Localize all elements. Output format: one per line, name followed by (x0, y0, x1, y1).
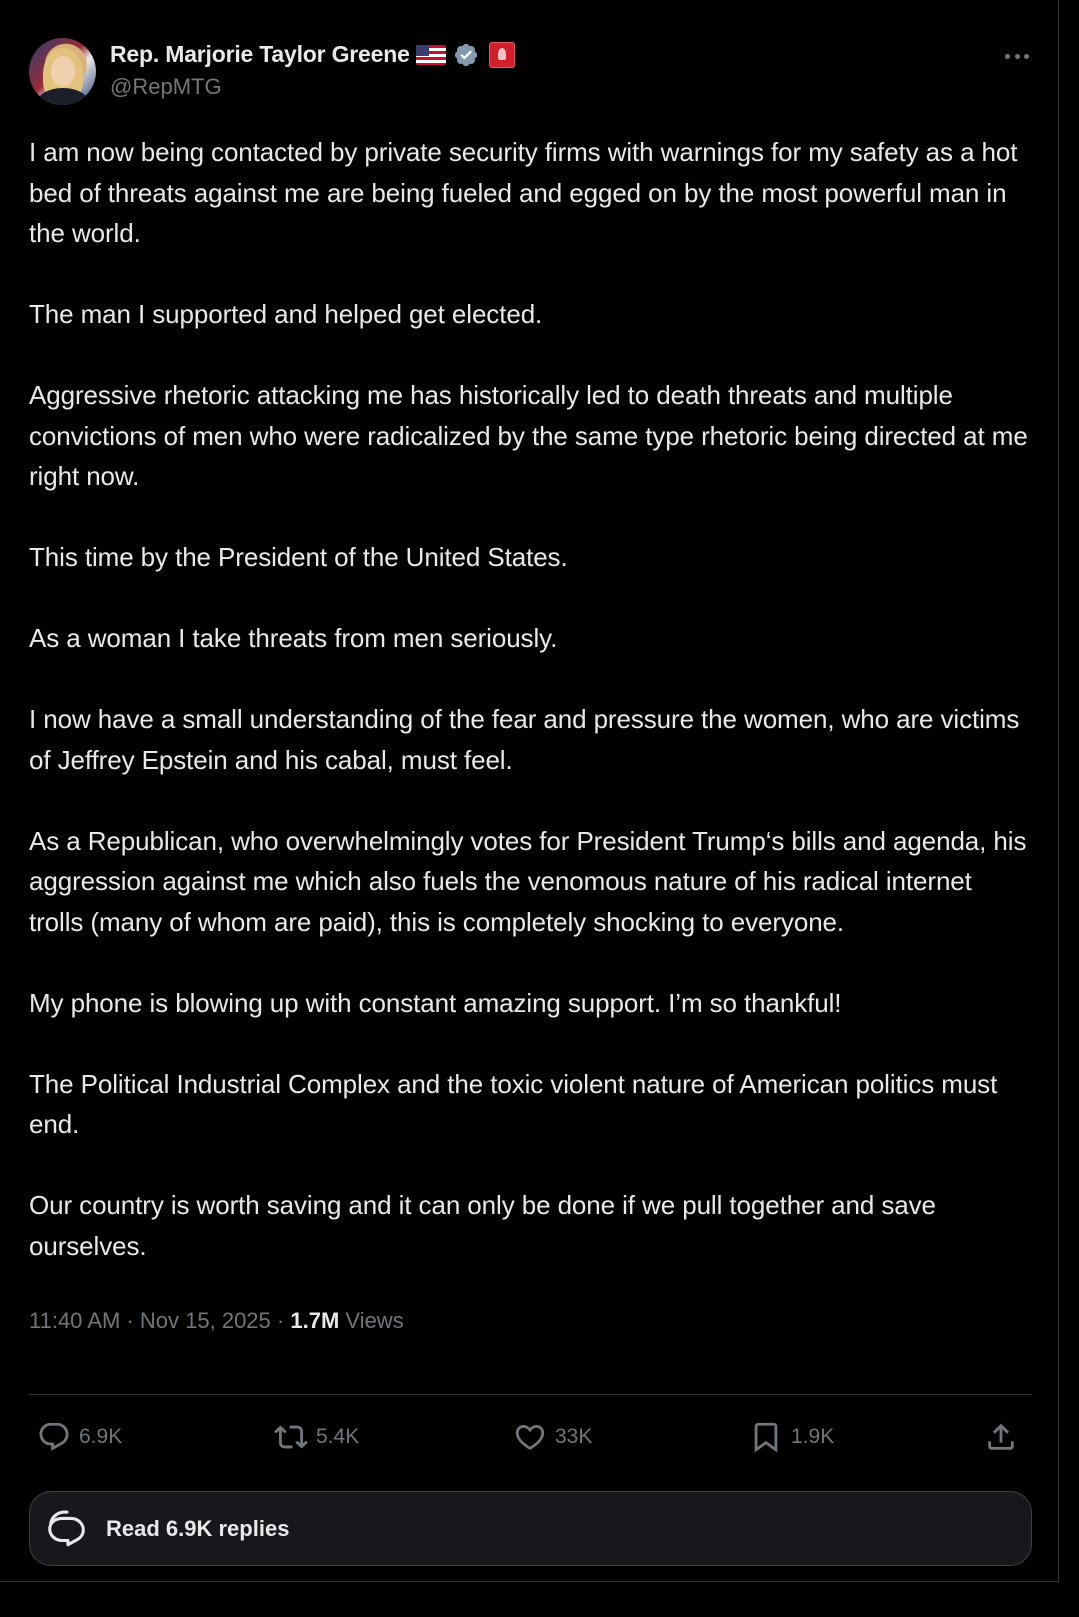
tweet-header (29, 34, 1032, 112)
tweet-meta (29, 1306, 1032, 1336)
repost-button[interactable] (274, 1417, 359, 1457)
bookmark-icon (749, 1420, 783, 1454)
tweet-paragraph: This time by the President of the United States. (29, 542, 568, 572)
share-button[interactable] (984, 1417, 1018, 1457)
tweet (29, 34, 1032, 1336)
more-dot (1015, 54, 1020, 59)
avatar-face (51, 56, 75, 86)
tweet-paragraph: I now have a small understanding of the fear and pressure the women, who are victims of Jeffrey Epstein and his cabal, must feel. (29, 704, 1020, 775)
tweet-paragraph: As a Republican, who overwhelmingly votes for President Trump‘s bills and agenda, his aggression against me which also fuels the venomous nature of his radical internet trolls (many of whom are paid), this is completely shocking to everyone. (29, 825, 1027, 937)
tweet-paragraph: As a woman I take threats from men seriously. (29, 623, 558, 653)
tweet-text (29, 132, 1032, 1266)
tweet-date[interactable]: Nov 15, 2025 (139, 1308, 271, 1333)
avatar[interactable] (29, 38, 96, 105)
tweet-paragraph: The man I supported and helped get elected. (29, 299, 543, 329)
speech-bubble-icon (44, 1506, 90, 1552)
tweet-time[interactable]: 11:40 AM (29, 1308, 121, 1333)
more-dot (1005, 54, 1010, 59)
more-dot (1024, 54, 1029, 59)
divider (29, 1394, 1032, 1395)
more-options-icon[interactable] (1002, 46, 1032, 66)
repost-count: 5.4K (316, 1425, 360, 1448)
heart-icon (513, 1420, 547, 1454)
like-button[interactable] (513, 1417, 592, 1457)
bookmark-count: 1.9K (791, 1425, 835, 1448)
reply-count: 6.9K (79, 1425, 123, 1448)
tweet-paragraph: I am now being contacted by private security firms with warnings for my safety as a hot bed of threats against me are being fueled and egged on by the most powerful man in the world. (29, 137, 1018, 248)
reply-icon (37, 1420, 71, 1454)
verified-icon[interactable] (453, 42, 479, 68)
action-bar (37, 1417, 1027, 1457)
views-count: 1.7M (290, 1308, 340, 1333)
views-label: Views (345, 1308, 404, 1333)
read-replies-label: Read 6.9K replies (106, 1515, 290, 1541)
tweet-paragraph: Our country is worth saving and it can only be done if we pull together and save ourselves. (29, 1190, 936, 1261)
meta-separator: · (276, 1308, 285, 1333)
us-flag-icon (416, 45, 446, 65)
like-count: 33K (555, 1425, 593, 1448)
handle[interactable]: @RepMTG (110, 74, 222, 99)
read-replies-button[interactable] (29, 1491, 1032, 1566)
affiliation-badge-icon[interactable] (489, 42, 515, 68)
name-row (110, 41, 515, 68)
reply-button[interactable] (37, 1417, 122, 1457)
share-icon (984, 1420, 1018, 1454)
meta-separator: · (126, 1308, 134, 1333)
bookmark-button[interactable] (749, 1417, 834, 1457)
tweet-paragraph: Aggressive rhetoric attacking me has historically led to death threats and multiple convictions of men who were radicalized by the same type rhetoric being directed at me right now. (29, 380, 1028, 491)
tweet-paragraph: My phone is blowing up with constant amazing support. I’m so thankful! (29, 987, 842, 1018)
display-name[interactable]: Rep. Marjorie Taylor Greene (110, 41, 410, 67)
tweet-paragraph: The Political Industrial Complex and the toxic violent nature of American politics must end. (29, 1068, 998, 1139)
repost-icon (274, 1420, 308, 1454)
